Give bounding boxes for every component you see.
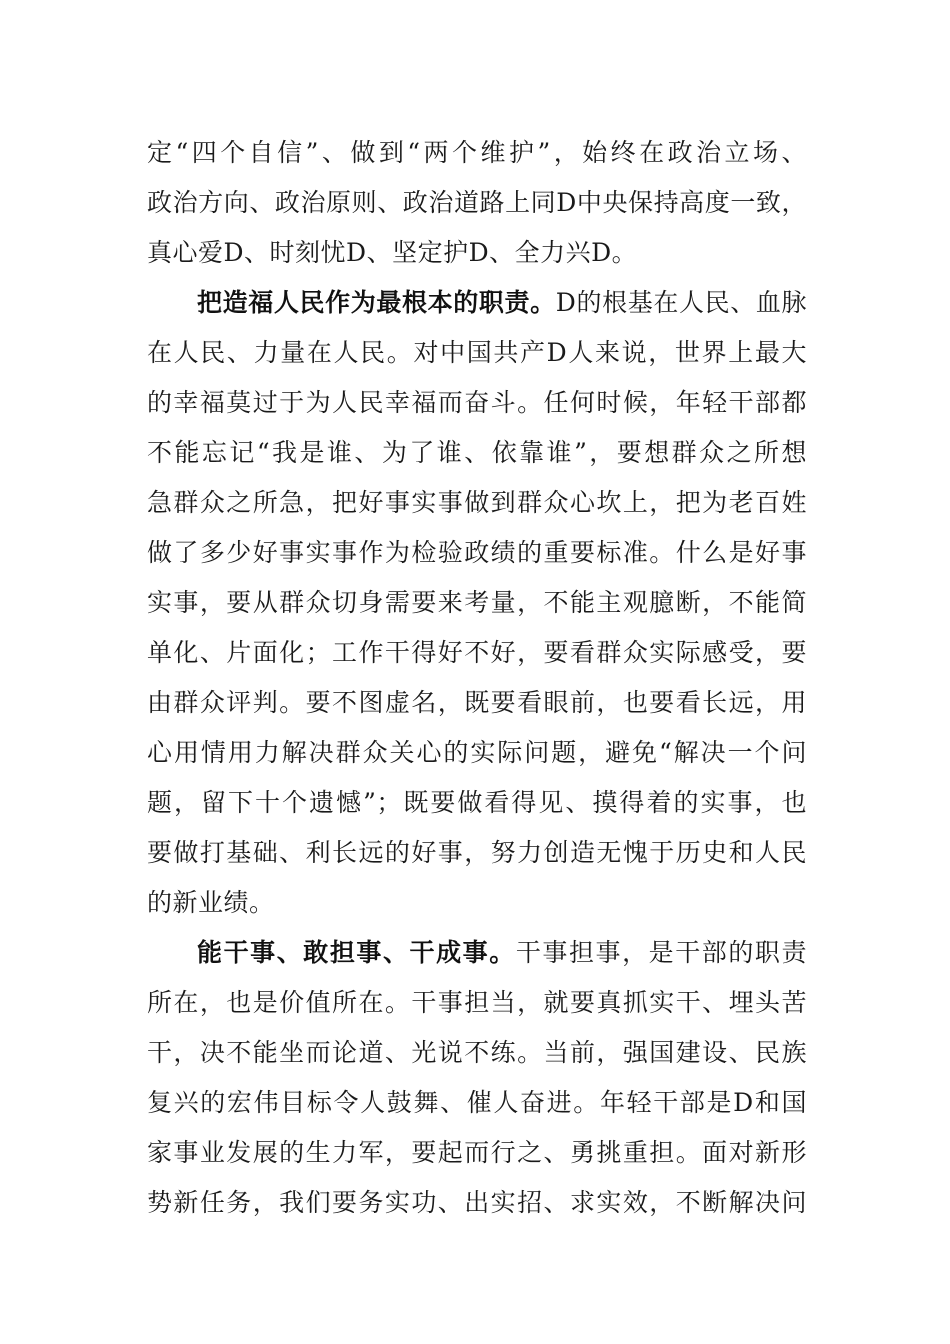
paragraph-3-line-6: 势新任务，我们要务实功、出实招、求实效，不断解决问 bbox=[147, 1188, 807, 1217]
paragraph-2-line-8: 单化、片面化；工作干得好不好，要看群众实际感受，要 bbox=[147, 638, 807, 667]
paragraph-2-line-6: 做了多少好事实事作为检验政绩的重要标准。什么是好事 bbox=[147, 538, 807, 567]
paragraph-3-line-1 bbox=[147, 928, 807, 978]
paragraph-2-line-10: 心用情用力解决群众关心的实际问题，避免“解决一个问 bbox=[147, 738, 807, 767]
paragraph-3-line-2: 所在，也是价值所在。干事担当，就要真抓实干、埋头苦 bbox=[147, 988, 807, 1017]
paragraph-2-line-2: 在人民、力量在人民。对中国共产D人来说，世界上最大 bbox=[147, 338, 807, 367]
paragraph-3-heading: 能干事、敢担事、干成事。 bbox=[197, 938, 516, 967]
paragraph-3-line-4: 复兴的宏伟目标令人鼓舞、催人奋进。年轻干部是D和国 bbox=[147, 1088, 807, 1117]
paragraph-3-line-3: 干，决不能坐而论道、光说不练。当前，强国建设、民族 bbox=[147, 1038, 807, 1067]
paragraph-2-heading: 把造福人民作为最根本的职责。 bbox=[197, 288, 556, 317]
paragraph-2-line-3: 的幸福莫过于为人民幸福而奋斗。任何时候，年轻干部都 bbox=[147, 388, 807, 417]
paragraph-3 bbox=[147, 928, 807, 1228]
paragraph-2-line-7: 实事，要从群众切身需要来考量，不能主观臆断，不能简 bbox=[147, 588, 807, 617]
paragraph-2-line-4: 不能忘记“我是谁、为了谁、依靠谁”，要想群众之所想 bbox=[147, 438, 807, 467]
paragraph-2-line-9: 由群众评判。要不图虚名，既要看眼前，也要看长远，用 bbox=[147, 688, 807, 717]
document-body bbox=[147, 128, 807, 1228]
paragraph-1 bbox=[147, 128, 807, 278]
paragraph-2-line-11: 题，留下十个遗憾”；既要做看得见、摸得着的实事，也 bbox=[147, 788, 807, 817]
paragraph-2-line-13: 的新业绩。 bbox=[147, 888, 275, 917]
paragraph-1-line-3: 真心爱D、时刻忧D、坚定护D、全力兴D。 bbox=[147, 238, 638, 267]
paragraph-3-first-line-text: 干事担事，是干部的职责 bbox=[515, 938, 807, 967]
paragraph-3-line-5: 家事业发展的生力军，要起而行之、勇挑重担。面对新形 bbox=[147, 1138, 807, 1167]
paragraph-2 bbox=[147, 278, 807, 928]
paragraph-1-line-1: 定“四个自信”、做到“两个维护”，始终在政治立场、 bbox=[147, 138, 807, 167]
paragraph-2-first-line-text: D的根基在人民、血脉 bbox=[555, 288, 807, 317]
paragraph-1-line-2: 政治方向、政治原则、政治道路上同D中央保持高度一致， bbox=[147, 188, 807, 217]
paragraph-2-line-1 bbox=[147, 278, 807, 328]
paragraph-2-line-5: 急群众之所急，把好事实事做到群众心坎上，把为老百姓 bbox=[147, 488, 807, 517]
paragraph-2-line-12: 要做打基础、利长远的好事，努力创造无愧于历史和人民 bbox=[147, 838, 807, 867]
